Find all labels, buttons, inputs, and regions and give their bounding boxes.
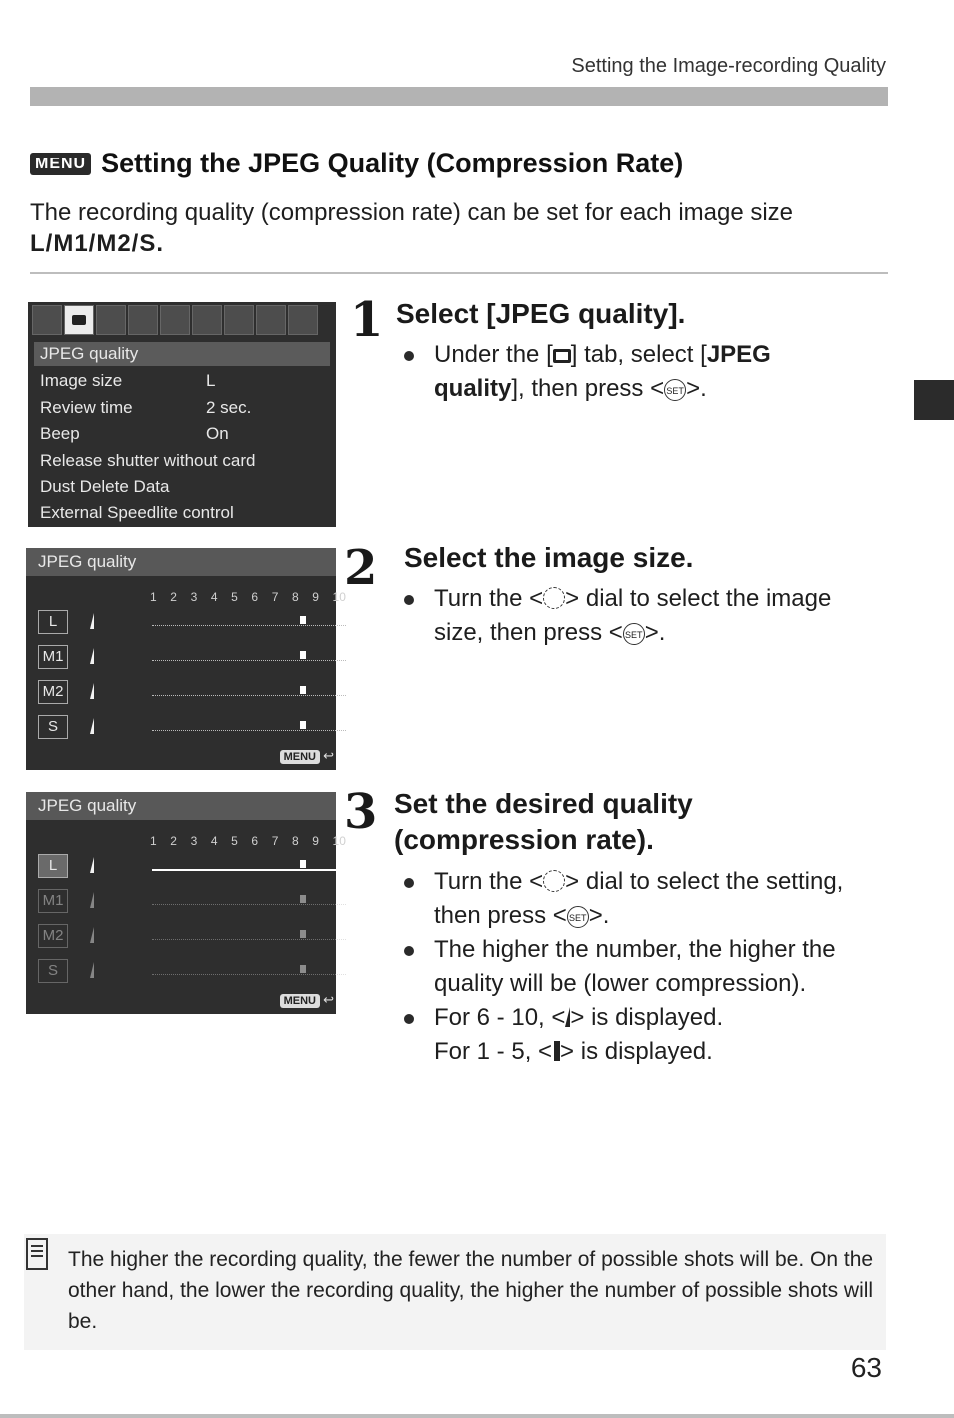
menu-item-jpeg-quality: JPEG quality	[34, 342, 330, 366]
section-title: Setting the JPEG Quality (Compression Rate)	[101, 148, 684, 178]
quality-marker	[300, 721, 306, 729]
page-number: 63	[850, 1352, 882, 1383]
return-arrow-icon: ↩	[323, 748, 334, 763]
divider	[30, 272, 888, 274]
step-3-title-line-2: (compression rate).	[394, 824, 654, 855]
quality-row-m2: M2	[34, 922, 330, 952]
intro-text: The recording quality (compression rate) can be set for each image size	[30, 199, 794, 226]
step-1-bullets	[396, 338, 866, 406]
step-2-title: Select the image size.	[404, 542, 694, 573]
screen-title: JPEG quality	[26, 548, 336, 576]
quick-control-dial-icon	[543, 870, 565, 892]
screen-title: JPEG quality	[26, 792, 336, 820]
quality-row-m1: M1	[34, 887, 330, 917]
set-button-icon: SET	[623, 623, 645, 645]
custom-tab-icon	[256, 305, 286, 335]
quality-row-l: L	[34, 852, 330, 882]
quality-marker	[300, 651, 306, 659]
menu-button-icon: MENU	[280, 750, 320, 764]
quality-marker	[300, 616, 306, 624]
fine-icon	[90, 613, 94, 629]
step-2-bullets	[396, 582, 866, 650]
menu-button-icon: MENU	[280, 994, 320, 1008]
fine-icon	[90, 927, 94, 943]
quality-marker	[300, 686, 306, 694]
quality-scale: 1 2 3 4 5 6 7 8 9 10	[150, 590, 346, 604]
menu-item-image-size: Image size L	[40, 371, 216, 390]
step-1-number: 1	[350, 292, 384, 348]
section-heading	[30, 141, 683, 186]
quality-marker	[300, 860, 306, 868]
image-sizes-text: L/M1/M2/S.	[30, 230, 165, 257]
menu-item-external-speedlite: External Speedlite control	[40, 503, 234, 522]
menu-item-release-shutter: Release shutter without card	[40, 451, 256, 470]
camera-menu-tabs	[28, 302, 336, 340]
quality-marker	[300, 930, 306, 938]
quality-row-s: S	[34, 713, 330, 743]
step-3-bullet: For 6 - 10, < > is displayed. For 1 - 5, < > is displayed.	[396, 1001, 886, 1069]
quick-control-dial-icon	[543, 587, 565, 609]
menu-item-review-time: Review time 2 sec.	[40, 398, 252, 417]
shooting-tab-icon	[553, 349, 571, 363]
menu-item-beep: Beep On	[40, 424, 229, 443]
camera-tab-icon-active	[64, 305, 94, 335]
quality-row-l: L	[34, 608, 330, 638]
step-2-bullet: Turn the < > dial to select the image size, then press < SET>.	[396, 582, 866, 650]
jpeg-quality-screen-set-quality	[26, 792, 346, 1014]
camera-tab-icon	[128, 305, 158, 335]
step-3-number: 3	[344, 784, 378, 840]
note-icon	[26, 1238, 48, 1270]
quality-marker	[300, 965, 306, 973]
quality-row-m2: M2	[34, 678, 330, 708]
step-3-bullets	[396, 865, 886, 1069]
step-3-bullet: Turn the < > dial to select the setting, then press < SET>.	[396, 865, 886, 933]
camera-tab-icon	[32, 305, 62, 335]
quality-marker	[300, 895, 306, 903]
fine-icon	[90, 962, 94, 978]
fine-icon	[90, 718, 94, 734]
camera-menu-screen	[28, 302, 336, 527]
fine-icon	[90, 648, 94, 664]
header-bar	[30, 87, 888, 106]
fine-icon	[90, 892, 94, 908]
playback-tab-icon	[160, 305, 190, 335]
jpeg-quality-screen-size-select	[26, 548, 346, 770]
return-arrow-icon: ↩	[323, 992, 334, 1007]
bottom-edge	[0, 1414, 954, 1418]
fine-icon	[90, 857, 94, 873]
step-1-bullet: Under the [ ] tab, select [JPEG quality], then press < SET>.	[396, 338, 866, 406]
step-2-number: 2	[344, 540, 378, 596]
menu-icon: MENU	[30, 153, 91, 175]
menu-item-dust-delete: Dust Delete Data	[40, 477, 170, 496]
set-button-icon: SET	[664, 379, 686, 401]
fine-icon	[90, 683, 94, 699]
step-1-title: Select [JPEG quality].	[396, 298, 686, 329]
set-button-icon: SET	[567, 906, 589, 928]
running-head: Setting the Image-recording Quality	[571, 55, 886, 77]
playback-tab-icon	[192, 305, 222, 335]
chapter-tab	[914, 380, 954, 420]
note-text: The higher the recording quality, the fewer the number of possible shots will be. On the other hand, the lower the recording quality, the higher the number of possible shots will be.	[68, 1248, 874, 1333]
quality-row-m1: M1	[34, 643, 330, 673]
setup-tab-icon	[224, 305, 254, 335]
quality-scale: 1 2 3 4 5 6 7 8 9 10	[150, 834, 346, 848]
step-3-bullet: The higher the number, the higher the quality will be (lower compression).	[396, 933, 886, 1001]
quality-row-s: S	[34, 957, 330, 987]
camera-tab-icon	[96, 305, 126, 335]
normal-quality-icon	[552, 1041, 560, 1061]
my-menu-tab-icon	[288, 305, 318, 335]
step-3-title-line-1: Set the desired quality	[394, 788, 693, 819]
